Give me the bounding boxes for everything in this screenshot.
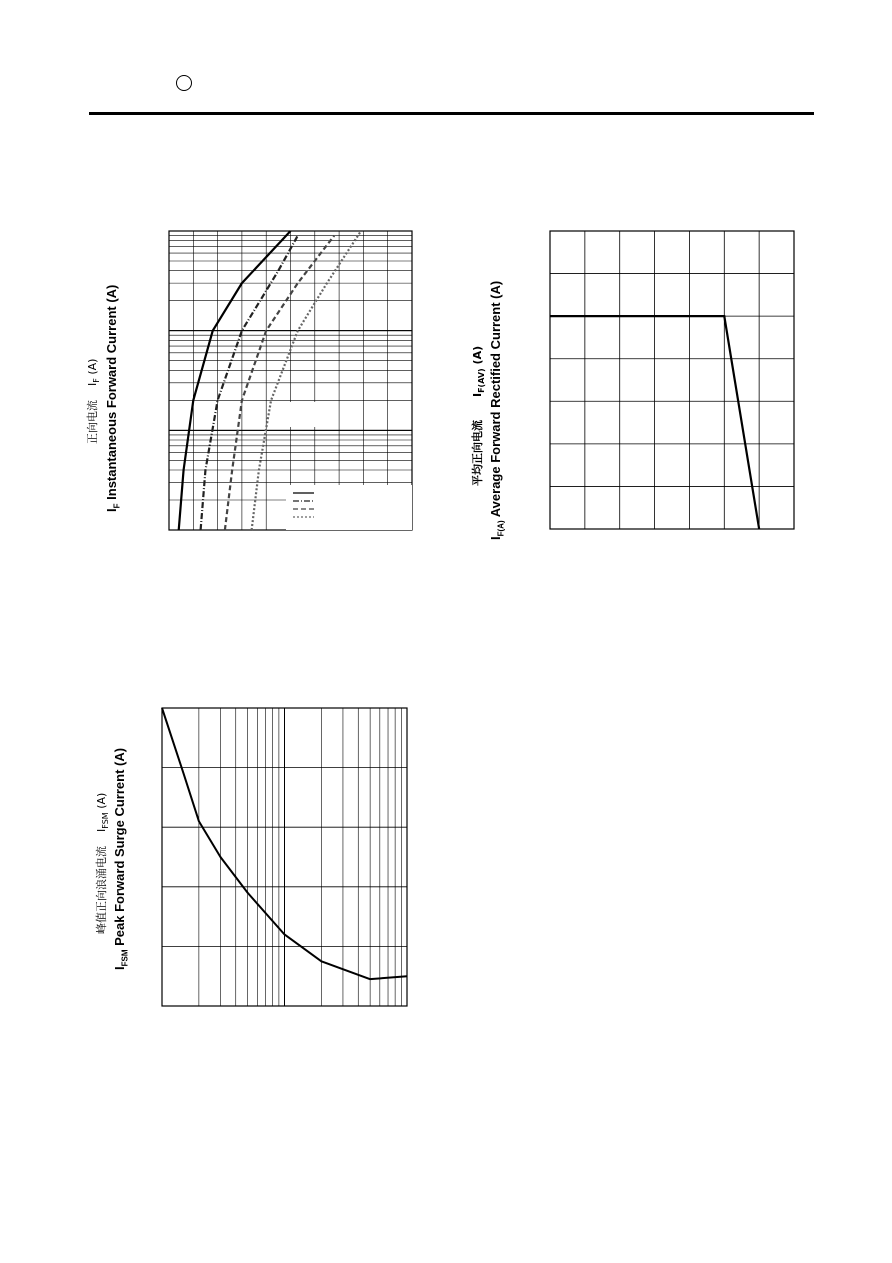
surge-ylabel-unit: (A) — [95, 792, 108, 809]
surge-ylabel-cn: 峰值正向浪涌电流 — [95, 846, 108, 934]
derating-ylabel-en-group — [488, 281, 506, 540]
header-rule — [89, 112, 814, 115]
surge-ylabel-en-sym: I — [112, 966, 127, 970]
surge-ylabel-sym: I — [95, 828, 108, 832]
surge-ylabel-en: Peak Forward Surge Current (A) — [112, 747, 127, 946]
forward-ylabel-en-sym: I — [104, 508, 119, 512]
derating-ylabel-cn-group — [469, 346, 486, 486]
derating-ylabel-en: Average Forward Rectified Current (A) — [488, 280, 503, 518]
logo-circle-icon — [176, 75, 192, 91]
surge-chart — [162, 708, 407, 1006]
derating-ylabel-en-sym: I — [488, 536, 503, 540]
forward-legend-box — [286, 485, 412, 530]
forward-ylabel-cn: 正向电流 — [86, 400, 99, 444]
forward-ylabel-en-group — [104, 285, 122, 512]
forward-ylabel-unit: (A) — [86, 358, 99, 375]
derating-ylabel-sym: I — [471, 392, 484, 398]
surge-ylabel-en-sub: FSM — [120, 949, 130, 967]
forward-current-chart — [169, 231, 412, 530]
forward-ylabel-sym: I — [86, 382, 99, 386]
derating-ylabel-unit: (A) — [471, 345, 484, 365]
forward-ylabel-cn-group — [84, 359, 101, 444]
derating-ylabel-en-sub: F(A) — [496, 520, 506, 537]
surge-ylabel-sym-sub: FSM — [101, 812, 111, 829]
forward-ylabel-en: Instantaneous Forward Current (A) — [104, 284, 119, 500]
derating-chart — [550, 231, 794, 529]
forward-series-line — [179, 231, 291, 530]
surge-ylabel-cn-group — [93, 793, 110, 934]
forward-ylabel-en-sub: F — [112, 503, 122, 509]
forward-annotation-box — [267, 402, 337, 427]
derating-ylabel-cn: 平均正向电流 — [471, 420, 484, 486]
surge-ylabel-en-group — [112, 748, 130, 970]
derating-ylabel-sym-sub: F(AV) — [477, 368, 487, 393]
derating-frame — [550, 231, 794, 529]
forward-ylabel-sym-sub: F — [92, 378, 102, 383]
